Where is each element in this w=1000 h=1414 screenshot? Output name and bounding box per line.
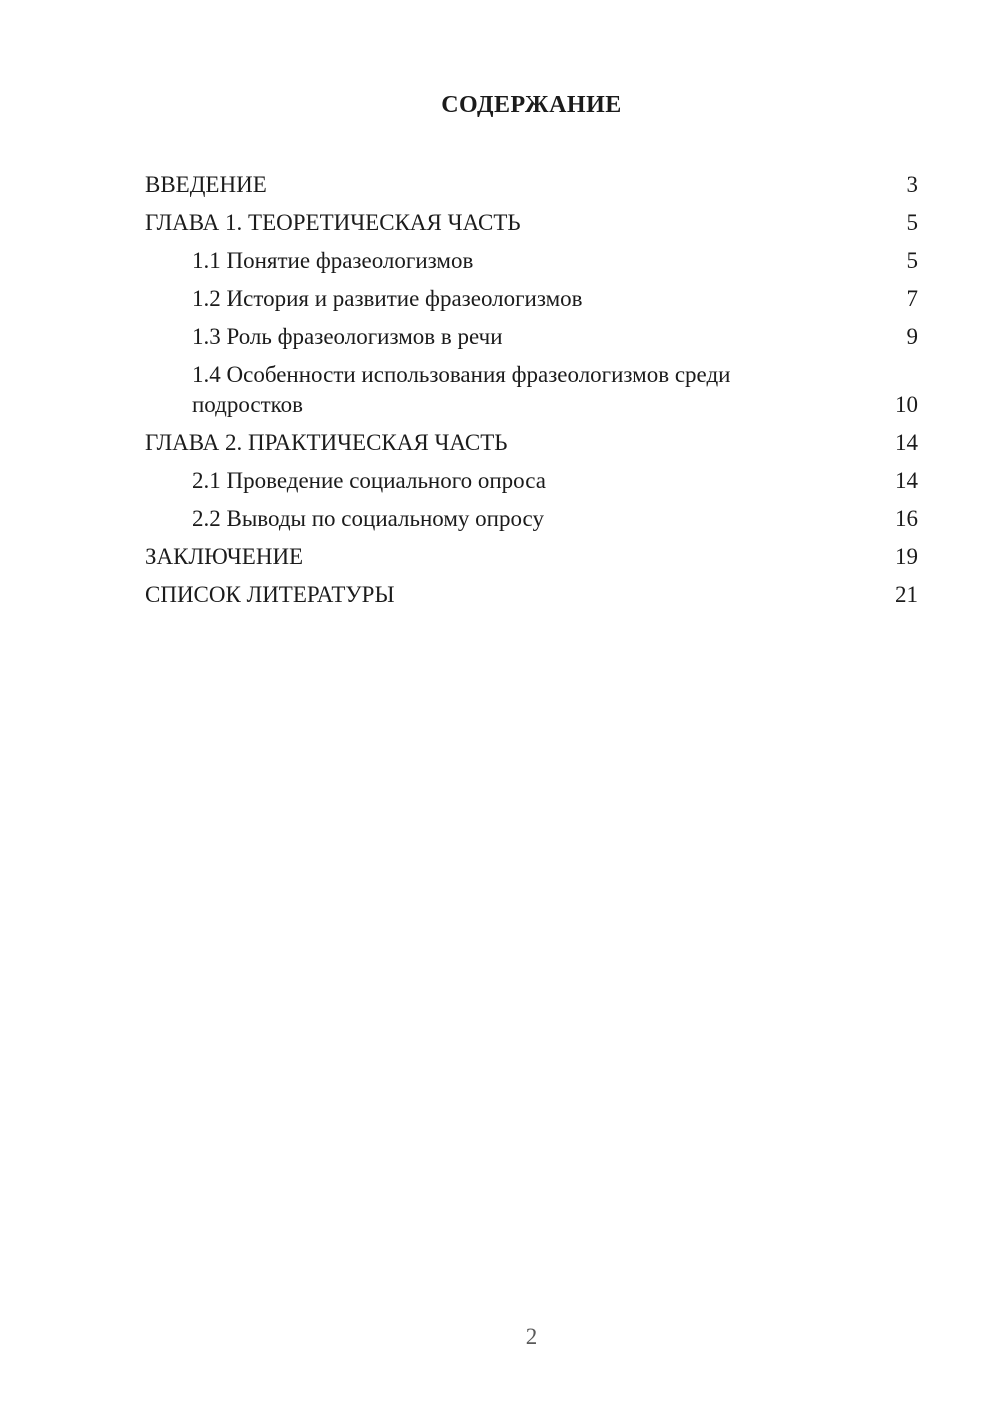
toc-entry-label: 2.2 Выводы по социальному опросу [192, 506, 544, 531]
toc-entry-label: ГЛАВА 1. ТЕОРЕТИЧЕСКАЯ ЧАСТЬ [145, 210, 521, 235]
toc-entry [145, 580, 918, 610]
toc-entry [145, 322, 918, 352]
toc-entry-page: 3 [906, 172, 918, 197]
toc-entry [145, 466, 918, 496]
toc-entry [145, 170, 918, 200]
toc-entry [145, 360, 918, 420]
toc-entry-page: 5 [906, 248, 918, 273]
toc-entry-page: 10 [895, 392, 918, 417]
toc-entry-page: 21 [895, 582, 918, 607]
toc-entry-label: 1.3 Роль фразеологизмов в речи [192, 324, 503, 349]
toc-entry-label: 2.1 Проведение социального опроса [192, 468, 546, 493]
toc-entry [145, 542, 918, 572]
toc-entry-label: 1.4 Особенности использования фразеологизмов среди подростков [192, 362, 731, 417]
toc-entry-page: 19 [895, 544, 918, 569]
toc-entry-label: ГЛАВА 2. ПРАКТИЧЕСКАЯ ЧАСТЬ [145, 430, 508, 455]
footer-page-number: 2 [525, 1324, 538, 1349]
toc-entry-page: 9 [906, 324, 918, 349]
toc-entry [145, 428, 918, 458]
toc-entry-label: ЗАКЛЮЧЕНИЕ [145, 544, 304, 569]
page-title: СОДЕРЖАНИЕ [441, 92, 622, 118]
toc-entry-label: 1.2 История и развитие фразеологизмов [192, 286, 583, 311]
toc-entry-label: ВВЕДЕНИЕ [145, 172, 267, 197]
toc-entry-page: 7 [906, 286, 918, 311]
toc-entry-page: 14 [895, 430, 918, 455]
toc-entry-page: 16 [895, 506, 918, 531]
toc-entry [145, 504, 918, 534]
toc-entry-page: 5 [906, 210, 918, 235]
toc-entry-label: СПИСОК ЛИТЕРАТУРЫ [145, 582, 395, 607]
toc-entry [145, 208, 918, 238]
toc-entry-page: 14 [895, 468, 918, 493]
toc-entry-label: 1.1 Понятие фразеологизмов [192, 248, 474, 273]
toc-entry [145, 246, 918, 276]
table-of-contents [145, 170, 918, 618]
toc-entry [145, 284, 918, 314]
